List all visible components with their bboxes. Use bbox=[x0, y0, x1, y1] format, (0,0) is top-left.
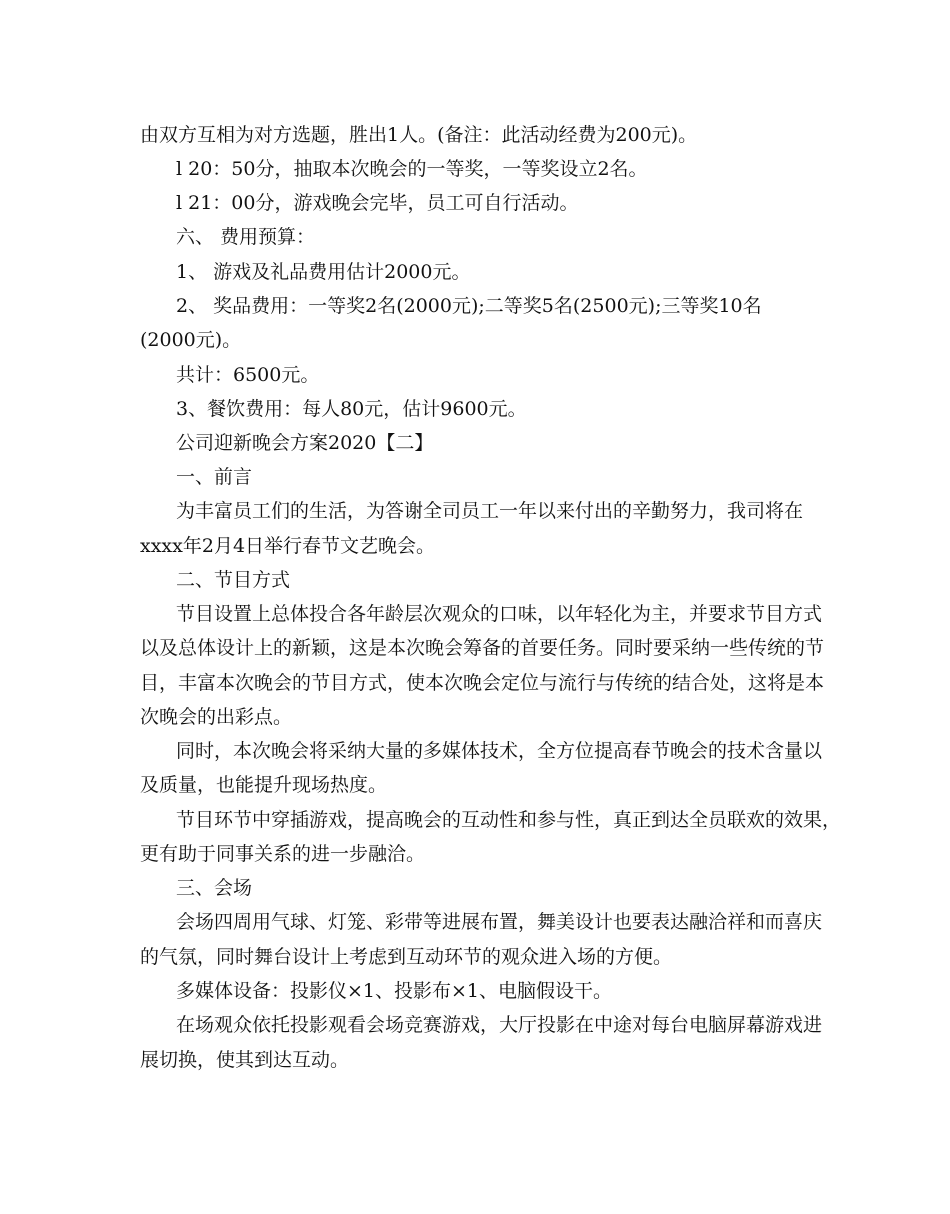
section-heading: 二、节目方式 bbox=[176, 569, 291, 591]
text-line: 以及总体设计上的新颖，这是本次晚会筹备的首要任务。同时要采纳一些传统的节 bbox=[140, 637, 825, 659]
text-line: 更有助于同事关系的进一步融洽。 bbox=[140, 843, 426, 865]
text-line: 次晚会的出彩点。 bbox=[140, 706, 293, 728]
text-line: xxxx年2月4日举行春节文艺晚会。 bbox=[140, 535, 436, 557]
text-line: 会场四周用气球、灯笼、彩带等进展布置，舞美设计也要表达融洽祥和而喜庆 bbox=[176, 911, 823, 933]
text-line: 多媒体设备：投影仪×1、投影布×1、电脑假设干。 bbox=[176, 980, 613, 1002]
text-line: 为丰富员工们的生活，为答谢全司员工一年以来付出的辛勤努力，我司将在 bbox=[176, 500, 804, 522]
section-heading: 一、前言 bbox=[176, 466, 253, 488]
text-line: 节目环节中穿插游戏，提高晚会的互动性和参与性，真正到达全员联欢的效果， bbox=[176, 809, 842, 831]
text-line: 目，丰富本次晚会的节目方式，使本次晚会定位与流行与传统的结合处，这将是本 bbox=[140, 672, 825, 694]
text-line: 2、 奖品费用：一等奖2名(2000元);二等奖5名(2500元);三等奖10名 bbox=[176, 295, 762, 317]
section-heading: 六、 费用预算： bbox=[176, 226, 316, 248]
text-line: 的气氛，同时舞台设计上考虑到互动环节的观众进入场的方便。 bbox=[140, 946, 673, 968]
text-line: 在场观众依托投影观看会场竞赛游戏，大厅投影在中途对每台电脑屏幕游戏进 bbox=[176, 1014, 823, 1036]
text-line: 由双方互相为对方选题，胜出1人。(备注：此活动经费为200元)。 bbox=[140, 124, 698, 146]
text-line: 1、 游戏及礼品费用估计2000元。 bbox=[176, 261, 471, 283]
document-title: 公司迎新晚会方案2020【二】 bbox=[176, 432, 434, 454]
text-line: l 21：00分，游戏晚会完毕，员工可自行活动。 bbox=[176, 192, 579, 214]
section-heading: 三、会场 bbox=[176, 877, 253, 899]
text-line: 展切换，使其到达互动。 bbox=[140, 1049, 350, 1071]
text-line: 同时，本次晚会将采纳大量的多媒体技术，全方位提高春节晚会的技术含量以 bbox=[176, 740, 823, 762]
text-line: l 20：50分，抽取本次晚会的一等奖，一等奖设立2名。 bbox=[176, 158, 648, 180]
text-line: 节目设置上总体投合各年龄层次观众的口味，以年轻化为主，并要求节目方式 bbox=[176, 603, 823, 625]
text-line: 3、餐饮费用：每人80元，估计9600元。 bbox=[176, 398, 527, 420]
text-line: (2000元)。 bbox=[140, 329, 242, 351]
text-line: 共计：6500元。 bbox=[176, 364, 320, 386]
text-line: 及质量，也能提升现场热度。 bbox=[140, 774, 388, 796]
